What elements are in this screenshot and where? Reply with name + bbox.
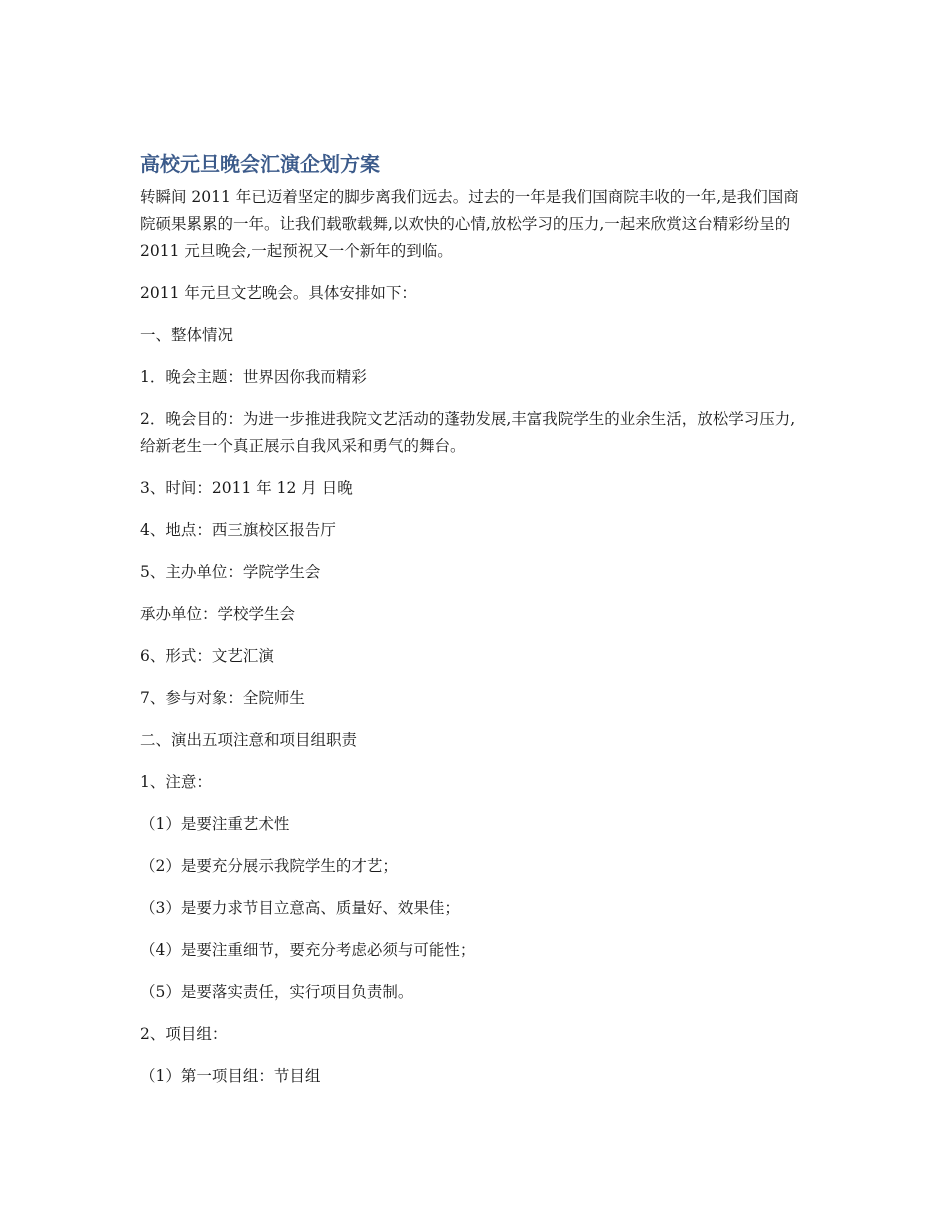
project-groups-heading: 2、项目组： — [140, 1025, 228, 1043]
note-item-4: （4）是要注重细节，要充分考虑必须与可能性； — [140, 941, 476, 959]
arrangement-intro: 2011 年元旦文艺晚会。具体安排如下： — [140, 284, 417, 302]
notes-heading: 1、注意： — [140, 773, 212, 791]
item-time: 3、时间：2011 年 12 月 日晚 — [140, 479, 353, 497]
project-group-1: （1）第一项目组：节目组 — [140, 1067, 321, 1085]
note-item-3: （3）是要力求节目立意高、质量好、效果佳； — [140, 899, 460, 917]
section-heading-notes: 二、演出五项注意和项目组职责 — [140, 731, 358, 749]
section-heading-overview: 一、整体情况 — [140, 326, 234, 344]
note-item-1: （1）是要注重艺术性 — [140, 815, 290, 833]
intro-paragraph: 转瞬间 2011 年已迈着坚定的脚步离我们远去。过去的一年是我们国商院丰收的一年,是我们国商院硕果累累的一年。让我们载歌载舞,以欢快的心情,放松学习的压力,一起来欣赏这台精彩纷呈的 2011 元旦晚会,一起预祝又一个新年的到临。 — [140, 188, 799, 260]
note-item-2: （2）是要充分展示我院学生的才艺； — [140, 857, 398, 875]
document-body — [140, 150, 808, 1105]
note-item-5: （5）是要落实责任，实行项目负责制。 — [140, 983, 414, 1001]
item-theme: 1．晚会主题：世界因你我而精彩 — [140, 368, 367, 386]
item-location: 4、地点：西三旗校区报告厅 — [140, 521, 336, 539]
item-format: 6、形式：文艺汇演 — [140, 647, 274, 665]
item-host: 5、主办单位：学院学生会 — [140, 563, 321, 581]
item-participants: 7、参与对象：全院师生 — [140, 689, 305, 707]
document-title: 高校元旦晚会汇演企划方案 — [140, 152, 380, 176]
item-purpose: 2．晚会目的：为进一步推进我院文艺活动的蓬勃发展,丰富我院学生的业余生活，放松学习压力,给新老生一个真正展示自我风采和勇气的舞台。 — [140, 410, 796, 455]
item-organizer: 承办单位：学校学生会 — [140, 605, 296, 623]
